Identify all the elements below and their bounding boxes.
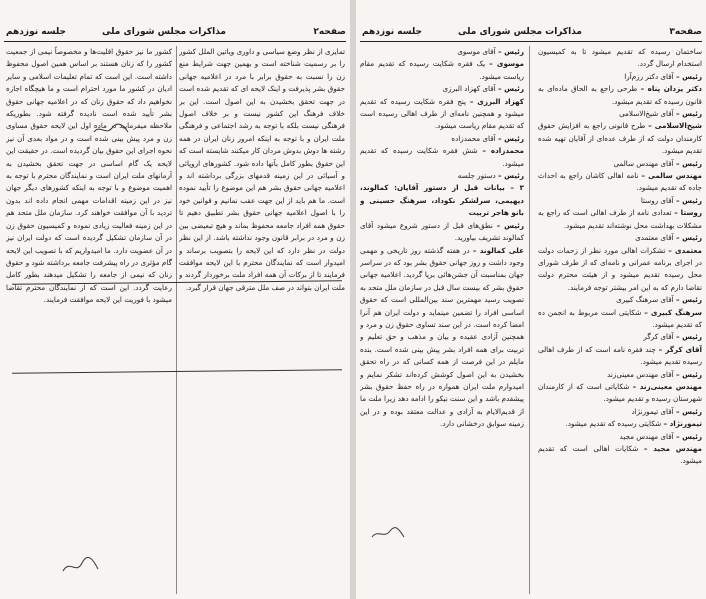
speaker-name: رئیس –: [497, 133, 524, 143]
text-paragraph: [538, 307, 702, 332]
text-paragraph: [360, 83, 524, 95]
column-divider: [176, 46, 177, 594]
text-paragraph: [538, 120, 702, 157]
column-text: تمایزی از نظر وضع سیاسی و داوری ویاتین الملل کشور را بر رسمیت شناخته است و بهمین جهت شرایط منع زن را نسبت به حقوق برابر با مرد در اعلامیه جهانی حقوق بشر پذیرفت و اینک لایحه ای که تقدیم شده است در جهت تحقق بخشیدن به این اصول است. این بر خلاف فرهنگ این کشور نیست و بر خلاف اصول فرهنگی نیست بلکه با توجه به رشد اجتماعی و فرهنگی ملت ایران و با توجه به اینکه امروز زنان ایران در همه رشته ها دوش بدوش مردان کار میکنند شایسته است که این حقوق بطور کامل بآنها داده شود. کشورهای اروپائی و آسیائی در این زمینه قدمهای بزرگی برداشته اند و اعلامیه جهانی حقوق بشر هم این موضوع را تأیید نموده است. ما هم باید از این جهت عقب نمانیم و قوانین خود را با اصول اعلامیه جهانی حقوق بشر تطبیق دهیم تا حقوق همه افراد جامعه محفوظ بماند و هیچ تبعیضی بین زن و مرد در برابر قانون وجود نداشته باشد. از این نظر دولت در نظر دارد که این لایحه را بتصویب برساند و امیدوار است که نمایندگان محترم با این لایحه موافقت فرمایند تا از برکات آن همه افراد ملت برخوردار گردند و ملت ایران بتواند در صف ملل مترقی جهان قرار گیرد.: [179, 47, 345, 292]
speaker-name: رئیس –: [497, 84, 524, 94]
speech-text: نامه اهالی کاشان راجع به احداث جاده که تقدیم میشود.: [538, 171, 702, 193]
column-text: کشور ما نیز حقوق اقلیت‌ها و مخصوصاً نیمی از جمعیت کشور را که زنان هستند بر اساس همین اصول محفوظ داشته است. این است که تمام تعلیمات اسلامی و سایر ادیان در کشور ما مورد احترام است و ما هیچگاه اجازه نخواهیم داد که حقوق زنان که در اعلامیه جهانی حقوق بشر تأیید شده است نادیده گرفته شود. بطوریکه ملاحظه میفرمایید در ماده اول این لایحه حقوق مساوی زن و مرد پیش بینی شده است و در مواد بعدی آن نیز نحوه اجرای این حقوق بیان گردیده است. در حقیقت این لایحه یک گام اساسی در جهت تحقق بخشیدن به آرمانهای ملت ایران است و نمایندگان محترم با توجه به اهمیت موضوع و با توجه به اینکه کشورهای دیگر جهان نیز در این زمینه اقدامات مهمی انجام داده اند بدون تردید با آن موافقت خواهند کرد. سازمان ملل متحد هم در این زمینه فعالیت زیادی نموده و کمیسیون حقوق زن در آن سازمان تشکیل گردیده است که دولت ایران نیز در آن عضویت دارد. ما امیدواریم که با تصویب این لایحه گام مؤثری در راه پیشرفت جامعه برداشته شود و حقوق زنان که نیمی از جامعه را تشکیل میدهند بطور کامل رعایت گردد. این است که از نمایندگان محترم تقاضا میشود با فوریت این لایحه موافقت فرمایند.: [6, 47, 172, 305]
text-column-left: [6, 46, 172, 594]
speaker-name: معتمدی –: [668, 245, 702, 255]
right-page: [356, 0, 706, 599]
speaker-name: کهزاد البرزی –: [469, 96, 524, 106]
speech-text: شکایتی است مربوط به انجمن ده که تقدیم میشود.: [538, 307, 702, 329]
speech-text: آقای مهندس مجید: [619, 431, 676, 441]
left-page: [0, 0, 350, 599]
text-column-right: [538, 46, 702, 594]
page-number: صفحه۳: [669, 27, 702, 37]
left-page-header: [4, 27, 346, 41]
speech-text: آقای کرگر: [643, 332, 676, 342]
text-paragraph: [538, 443, 702, 468]
speech-text: شکایتی رسیده که تقدیم میشود.: [565, 419, 664, 429]
session-label: جلسه نوزدهم: [362, 27, 423, 37]
text-paragraph: [538, 245, 702, 295]
speech-text: تعدادی نامه از طرف اهالی است که راجع به مشکلات بهداشت محل نوشته‌اند تقدیم میشود.: [538, 208, 702, 230]
handwritten-mark: [370, 525, 406, 541]
speaker-name: رئیس –: [675, 369, 702, 379]
text-paragraph: [360, 96, 524, 133]
speech-text: آقای معتمدی: [635, 233, 676, 243]
text-paragraph: [360, 133, 524, 145]
header-rule: [4, 41, 346, 42]
speaker-name: مهندس سالمی –: [641, 171, 702, 181]
section-heading: ۳ – بیانات قبل از دستور آقایان: کمالوند، دیهیمی، سرلشکر نکوداد، سرهنگ حسینی و بانو هاجر تربیت: [360, 183, 524, 218]
speaker-name: رئیس –: [497, 171, 524, 181]
speaker-name: رئیس –: [675, 332, 702, 342]
text-paragraph: [538, 344, 702, 369]
speaker-name: رئیس –: [675, 406, 702, 416]
text-paragraph: [538, 170, 702, 195]
speaker-name: موسوی –: [489, 59, 524, 69]
speech-text: تشکرات اهالی مورد نظر از زحمات دولت در اجرای برنامه عمرانی و نامه‌ای که از طرف شورای محل رسیده تقدیم میشود و از هیئت محترم دولت تقاضا دارم که به این امر بیشتر توجه فرمایند.: [538, 245, 702, 292]
speech-text: یک فقره شکایت رسیده که تقدیم مقام ریاست میشود.: [360, 59, 524, 81]
speaker-name: رئیس –: [675, 109, 702, 119]
speech-text: آقای تیمورنژاد: [631, 406, 676, 416]
speaker-name: رئیس –: [496, 220, 524, 230]
speaker-name: رئیس –: [675, 233, 702, 243]
speech-text: شکایاتی است که از کارمندان شهرستان رسیده و تقدیم میشود.: [538, 381, 702, 404]
text-paragraph: [538, 158, 702, 170]
speech-text: آقای سرهنگ کبیری: [616, 295, 676, 305]
text-paragraph: [360, 182, 524, 219]
text-paragraph: [360, 145, 524, 170]
text-paragraph: [360, 46, 524, 58]
speech-text: پنج فقره شکایت رسیده که تقدیم میشود و همچنین نامه‌ای از طرف اهالی رسیده است که تقدیم مقام ریاست میشود.: [360, 96, 524, 131]
speaker-name: روستا –: [674, 208, 702, 218]
text-paragraph: [360, 220, 524, 245]
page-title: مذاکرات مجلس شورای ملی: [101, 27, 226, 37]
speech-text: آقای دکتر رزم‌آرا: [624, 71, 676, 81]
text-paragraph: [538, 108, 702, 120]
speech-text: ساختمان رسیده که تقدیم میشود تا به کمیسیون استخدام ارسال گردد.: [538, 47, 702, 69]
text-paragraph: [538, 207, 702, 232]
text-paragraph: [538, 418, 702, 430]
speaker-name: رئیس –: [675, 71, 702, 81]
text-column-right: [179, 46, 345, 594]
text-paragraph: [538, 232, 702, 244]
speech-text: شش فقره شکایت رسیده که تقدیم میشود.: [360, 146, 524, 168]
speaker-name: رئیس –: [675, 195, 702, 205]
speaker-name: رئیس –: [497, 47, 524, 56]
text-column-left: [360, 46, 524, 594]
speech-text: آقای شیخ‌الاسلامی: [619, 109, 676, 119]
speaker-name: محمدزاده –: [482, 146, 524, 156]
speech-text: شکایات اهالی است که تقدیم میشود.: [538, 444, 702, 466]
text-paragraph: [360, 245, 524, 431]
text-paragraph: [538, 431, 702, 443]
speech-text: آقای روستا: [640, 195, 676, 205]
text-paragraph: [538, 46, 702, 71]
text-paragraph: [538, 406, 702, 418]
speaker-name: سرهنگ کبیری –: [644, 307, 702, 317]
text-paragraph: [538, 83, 702, 108]
speech-text: آقای مهندس معینی‌زند: [607, 369, 676, 379]
speech-text: آقای مهندس سالمی: [613, 158, 676, 168]
speaker-name: دکتر یزدان پناه –: [640, 84, 702, 94]
column-divider: [529, 46, 530, 594]
text-paragraph: [538, 294, 702, 306]
speech-text: در هفته گذشته روز تاریخی و مهمی وجود داشت و روز جهانی حقوق بشر بود که در سراسر جهان بمناسبت آن جشن‌هائی برپا گردید. اعلامیه جهانی حقوق بشر که بیست سال قبل در سازمان ملل متحد به تصویب رسید مهمترین سند بین‌المللی است که حقوق اساسی افراد را تضمین مینماید و دولت ایران هم آنرا امضا کرده است. در این سند تساوی حقوق زن و مرد و همچنین آزادی عقیده و بیان و مذهب و حق تعلیم و تربیت برای همه افراد بشر پیش بینی شده است. بنده مایلم در این فرصت از همه کسانی که در راه تحقق بخشیدن به این اصول کوشش کرده‌اند تشکر نمایم و امیدوارم ملت ایران همواره در راه حفظ حقوق بشر پیشقدم باشد و این سنت نیکو را ادامه دهد زیرا ملت ما از قدیم‌الایام به آزادی و عدالت معتقد بوده و در این زمینه سوابق درخشانی دارد.: [360, 245, 524, 429]
speaker-name: آقای کرگر –: [658, 344, 702, 354]
speech-text: نطق‌های قبل از دستور شروع میشود آقای کمالوند تشریف بیاورید.: [360, 220, 524, 243]
speaker-name: رئیس –: [675, 431, 702, 441]
speaker-name: تیمورنژاد –: [663, 419, 702, 429]
speech-text: آقای محمدزاده: [451, 133, 498, 143]
text-paragraph: [538, 331, 702, 343]
speech-text: آقای کهزاد البرزی: [442, 84, 498, 94]
speech-text: طرحی راجع به الحاق ماده‌ای به قانون رسیده که تقدیم میشود.: [538, 84, 702, 106]
speaker-name: شیخ‌الاسلامی –: [648, 121, 702, 131]
text-paragraph: [538, 195, 702, 207]
page-title: مذاکرات مجلس شورای ملی: [457, 27, 582, 37]
page-number: صفحه۲: [313, 27, 346, 37]
handwritten-mark: [92, 122, 130, 138]
header-rule: [360, 41, 702, 42]
session-label: جلسه نوزدهم: [6, 27, 67, 37]
speech-text: دستور جلسه: [457, 171, 498, 181]
text-paragraph: [360, 170, 524, 182]
text-paragraph: [360, 58, 524, 83]
handwritten-mark: [60, 555, 100, 577]
speaker-name: رئیس –: [675, 158, 702, 168]
speaker-name: مهندس مجید –: [643, 444, 702, 453]
text-paragraph: [538, 381, 702, 406]
right-page-header: [360, 27, 702, 41]
speech-text: طرح قانونی راجع به افزایش حقوق کارمندان دولت که از طرف عده‌ای از آقایان تهیه شده تقدیم میشود.: [538, 121, 702, 156]
speech-text: چند فقره نامه است که از طرف اهالی رسیده تقدیم میشود.: [538, 344, 702, 367]
speaker-name: مهندس معینی‌زند –: [632, 381, 702, 391]
text-paragraph: [538, 71, 702, 83]
text-paragraph: [538, 369, 702, 381]
speech-text: آقای موسوی: [457, 47, 498, 56]
speaker-name: رئیس –: [675, 295, 702, 305]
speaker-name: علی کمالوند –: [472, 245, 524, 255]
